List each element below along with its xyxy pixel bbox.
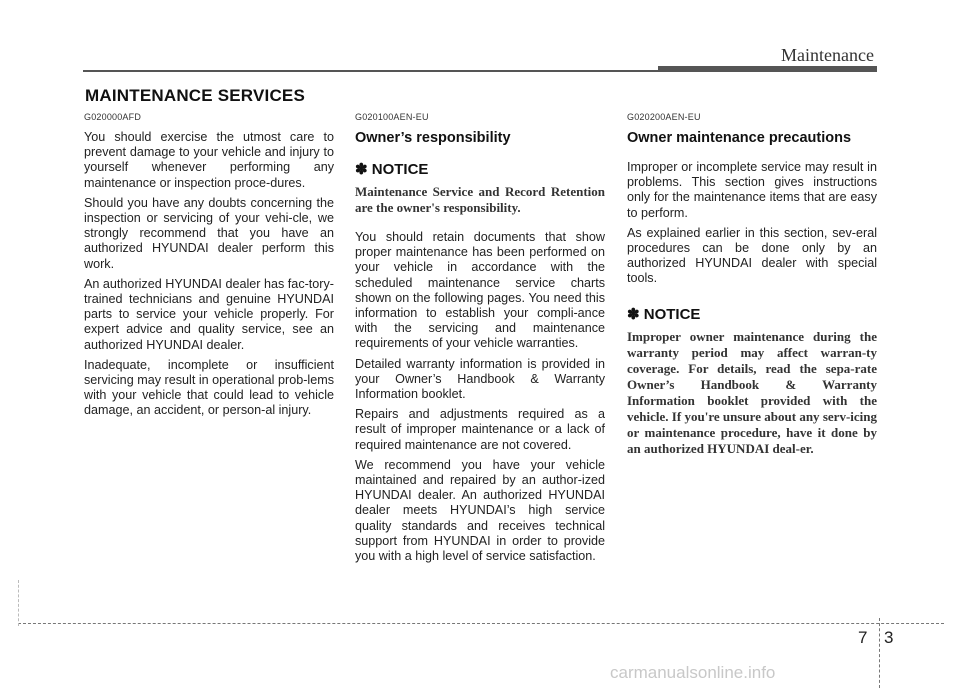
notice-title: ✽ NOTICE [355,161,429,178]
paragraph: Detailed warranty information is provided in your Owner’s Handbook & Warranty Information booklet. [355,356,605,402]
running-header-title: Maintenance [781,45,874,65]
section-code: G020000AFD [84,112,142,122]
paragraph: You should exercise the utmost care to prevent damage to your vehicle and injury to yourself whenever performing any maintenance or inspection proce-dures. [84,130,334,190]
column-left [84,112,334,424]
notice-body: Maintenance Service and Record Retention are the owner's responsibility. [355,184,605,215]
section-heading: Owner’s responsibility [355,130,511,146]
paragraph: We recommend you have your vehicle maintained and repaired by an author-ized HYUNDAI dealer. An authorized HYUNDAI dealer meets HYUNDAI’s high service quality standards and receives technical support from HYUNDAI in order to provide you with a high level of service satisfaction. [355,457,605,564]
paragraph: Repairs and adjustments required as a result of improper maintenance or a lack of required maintenance are not covered. [355,407,605,452]
paragraph: An authorized HYUNDAI dealer has fac-tory-trained technicians and genuine HYUNDAI parts to service your vehicle properly. For expert advice and quality service, see an authorized HYUNDAI dealer. [84,276,334,352]
column-right [627,112,877,471]
notice-body: Improper owner maintenance during the warranty period may affect warran-ty coverage. For details, read the sepa-rate Owner’s Handbook & Warranty Information booklet provided with the vehicle. If you're unsure about any serv-icing or maintenance procedure, have it done by an authorized HYUNDAI deal-er. [627,328,877,456]
notice-title: ✽ NOTICE [627,305,701,323]
section-title: MAINTENANCE SERVICES [85,86,305,105]
paragraph: Improper or incomplete service may result in problems. This section gives instructions only for the maintenance items that are easy to perform. [627,160,877,220]
footer-rule [18,623,944,624]
section-heading: Owner maintenance precautions [627,130,852,146]
paragraph: As explained earlier in this section, sev-eral procedures can be done only by an authorized HYUNDAI dealer with special tools. [627,225,877,286]
section-code: G020200AEN-EU [627,112,701,122]
section-code: G020100AEN-EU [355,112,429,122]
header-rule-thin [83,70,658,72]
column-middle [355,112,605,569]
page-number: 3 [884,628,894,647]
paragraph: Inadequate, incomplete or insufficient servicing may result in operational prob-lems with your vehicle that could lead to vehicle damage, an accident, or person-al injury. [84,357,334,418]
watermark: carmanualsonline.info [610,663,776,682]
chapter-number: 7 [858,628,868,647]
crop-mark [18,580,19,626]
footer-divider [879,618,880,688]
header-rule-thick [658,66,877,72]
paragraph: You should retain documents that show proper maintenance has been performed on your vehicle in accordance with the scheduled maintenance service charts shown on the following pages. You need this information to establish your compli-ance with the servicing and maintenance requirements of your vehicle warranties. [355,230,605,351]
paragraph: Should you have any doubts concerning the inspection or servicing of your vehi-cle, we strongly recommend that you have an authorized HYUNDAI dealer perform this work. [84,195,334,271]
